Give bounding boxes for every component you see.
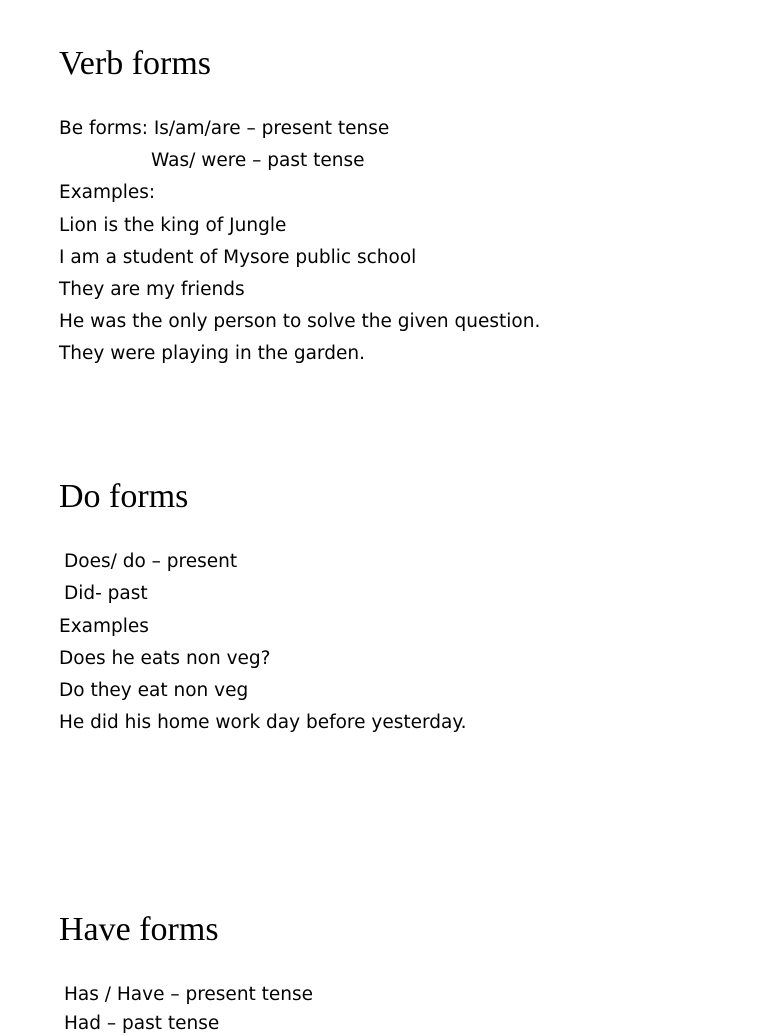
text-line: Do they eat non veg <box>59 680 249 701</box>
text-line: Had – past tense <box>64 1013 220 1034</box>
section-heading-verb-forms: Verb forms <box>59 45 212 82</box>
section-heading-do-forms: Do forms <box>59 478 189 515</box>
section-heading-have-forms: Have forms <box>59 911 219 948</box>
text-line: Does/ do – present <box>64 551 238 572</box>
text-line: Examples <box>59 616 149 637</box>
text-line: Be forms: Is/am/are – present tense <box>59 118 390 139</box>
text-line: They are my friends <box>59 279 245 300</box>
text-line: Was/ were – past tense <box>151 150 365 171</box>
text-line: Examples: <box>59 182 156 203</box>
text-line: Lion is the king of Jungle <box>59 215 287 236</box>
text-line: Does he eats non veg? <box>59 648 271 669</box>
text-line: Has / Have – present tense <box>64 984 314 1005</box>
text-line: Did- past <box>64 583 148 604</box>
text-line: They were playing in the garden. <box>59 343 365 364</box>
text-line: He did his home work day before yesterday. <box>59 712 467 733</box>
text-line: I am a student of Mysore public school <box>59 247 417 268</box>
text-line: He was the only person to solve the given question. <box>59 311 541 332</box>
